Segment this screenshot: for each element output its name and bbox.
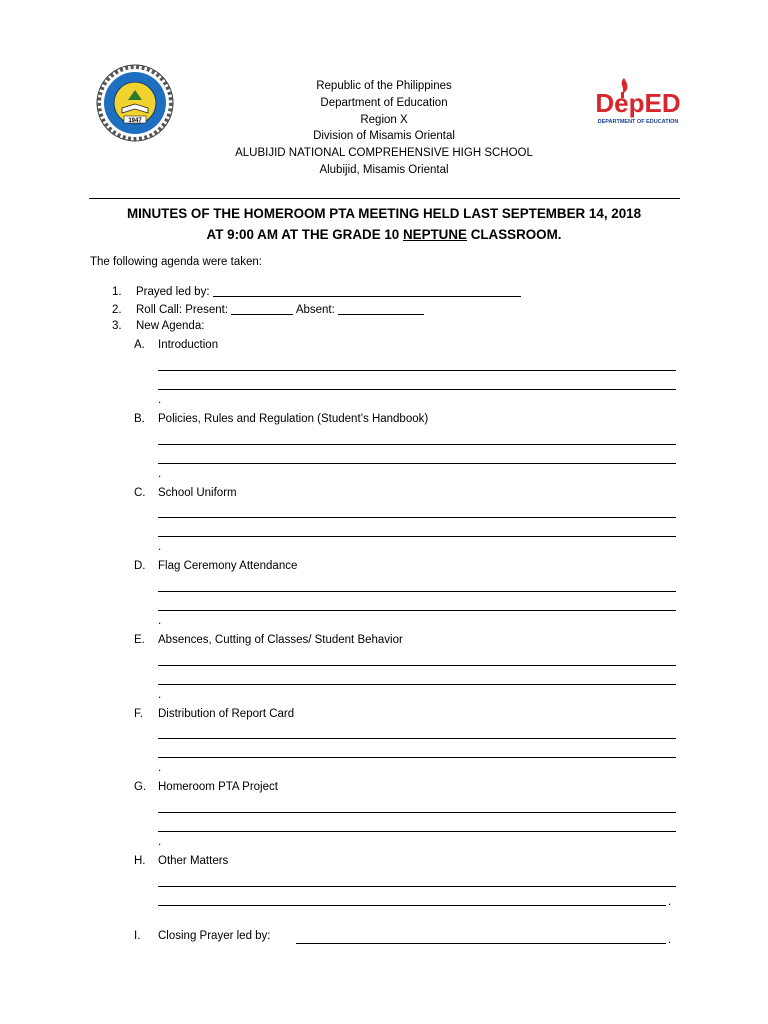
agenda-item-prayer <box>112 284 521 298</box>
intro-text: The following agenda were taken: <box>90 256 262 268</box>
write-line[interactable] <box>158 463 676 464</box>
write-line[interactable] <box>158 517 676 518</box>
section-label: Absences, Cutting of Classes/ Student Behavior <box>158 634 403 646</box>
item-label: Roll Call: Present: <box>136 304 229 316</box>
line-end-dot: . <box>158 394 162 406</box>
section-letter: F. <box>134 708 143 720</box>
agenda-item-roll-call <box>112 302 424 316</box>
section-letter: H. <box>134 855 146 867</box>
section-school-uniform <box>134 487 237 499</box>
section-letter: D. <box>134 560 146 572</box>
line-end-dot: . <box>158 689 162 701</box>
document-title <box>80 203 688 245</box>
svg-text:DepED: DepED <box>595 88 681 118</box>
line-end-dot: . <box>668 896 672 908</box>
section-label: Homeroom PTA Project <box>158 781 278 793</box>
item-label: New Agenda: <box>136 320 205 332</box>
header-line: ALUBIJID NATIONAL COMPREHENSIVE HIGH SCHOOL <box>235 147 533 160</box>
write-line[interactable] <box>158 536 676 537</box>
prayer-leader-blank[interactable] <box>213 284 521 297</box>
line-end-dot: . <box>158 762 162 774</box>
line-end-dot: . <box>158 468 162 480</box>
item-number: 3. <box>112 320 122 332</box>
write-line[interactable] <box>158 812 676 813</box>
header-line: Republic of the Philippines <box>316 80 452 92</box>
section-label: School Uniform <box>158 487 237 499</box>
closing-prayer-blank[interactable] <box>296 943 666 944</box>
section-flag-ceremony <box>134 560 297 572</box>
item-number: 1. <box>112 286 122 298</box>
svg-text:DEPARTMENT OF EDUCATION: DEPARTMENT OF EDUCATION <box>597 119 679 125</box>
section-label: Flag Ceremony Attendance <box>158 560 298 572</box>
section-letter: E. <box>134 634 145 646</box>
line-end-dot: . <box>668 934 672 946</box>
document-header <box>180 78 588 179</box>
title-line-2 <box>80 224 688 245</box>
section-letter: A. <box>134 339 145 351</box>
title-line-1: MINUTES OF THE HOMEROOM PTA MEETING HELD LAST SEPTEMBER 14, 2018 <box>126 206 642 221</box>
line-end-dot: . <box>158 615 162 627</box>
write-line[interactable] <box>158 684 676 685</box>
svg-text:1947: 1947 <box>128 118 142 124</box>
header-line: Alubijid, Misamis Oriental <box>319 163 449 176</box>
title-text: AT 9:00 AM AT THE GRADE 10 <box>206 227 403 242</box>
present-count-blank[interactable] <box>231 302 293 315</box>
write-line[interactable] <box>158 389 676 390</box>
header-line: Department of Education <box>320 96 448 109</box>
section-absences <box>134 634 403 646</box>
write-line[interactable] <box>158 757 676 758</box>
section-label: Introduction <box>158 339 219 351</box>
section-policies <box>134 413 428 425</box>
section-pta-project <box>134 781 278 793</box>
agenda-item-new-agenda <box>112 320 204 332</box>
section-label: Distribution of Report Card <box>158 708 295 720</box>
item-label: Prayed led by: <box>136 286 210 298</box>
write-line[interactable] <box>158 831 676 832</box>
write-line[interactable] <box>158 886 676 887</box>
section-letter: G. <box>134 781 147 793</box>
section-letter: C. <box>134 487 146 499</box>
section-closing-prayer <box>134 930 271 942</box>
section-introduction <box>134 339 218 351</box>
section-report-card <box>134 708 294 720</box>
header-line: Division of Misamis Oriental <box>313 130 455 143</box>
section-letter: B. <box>134 413 145 425</box>
title-text: CLASSROOM. <box>466 227 562 242</box>
item-number: 2. <box>112 304 122 316</box>
write-line[interactable] <box>158 370 676 371</box>
write-line[interactable] <box>158 738 676 739</box>
school-seal-logo <box>96 64 174 142</box>
write-line[interactable] <box>158 591 676 592</box>
absent-label: Absent: <box>295 304 335 316</box>
line-end-dot: . <box>158 541 162 553</box>
section-label: Other Matters <box>158 855 229 867</box>
absent-count-blank[interactable] <box>338 302 424 315</box>
write-line[interactable] <box>158 905 666 906</box>
write-line[interactable] <box>158 444 676 445</box>
write-line[interactable] <box>158 610 676 611</box>
section-label: Policies, Rules and Regulation (Student’s Handbook) <box>158 413 429 425</box>
line-end-dot: . <box>158 836 162 848</box>
header-divider <box>89 198 680 199</box>
section-label: Closing Prayer led by: <box>158 930 271 942</box>
header-line: Region X <box>360 113 408 126</box>
section-letter: I. <box>134 930 141 942</box>
classroom-name: NEPTUNE <box>402 227 467 242</box>
section-other-matters <box>134 855 228 867</box>
write-line[interactable] <box>158 665 676 666</box>
deped-logo <box>588 76 688 128</box>
